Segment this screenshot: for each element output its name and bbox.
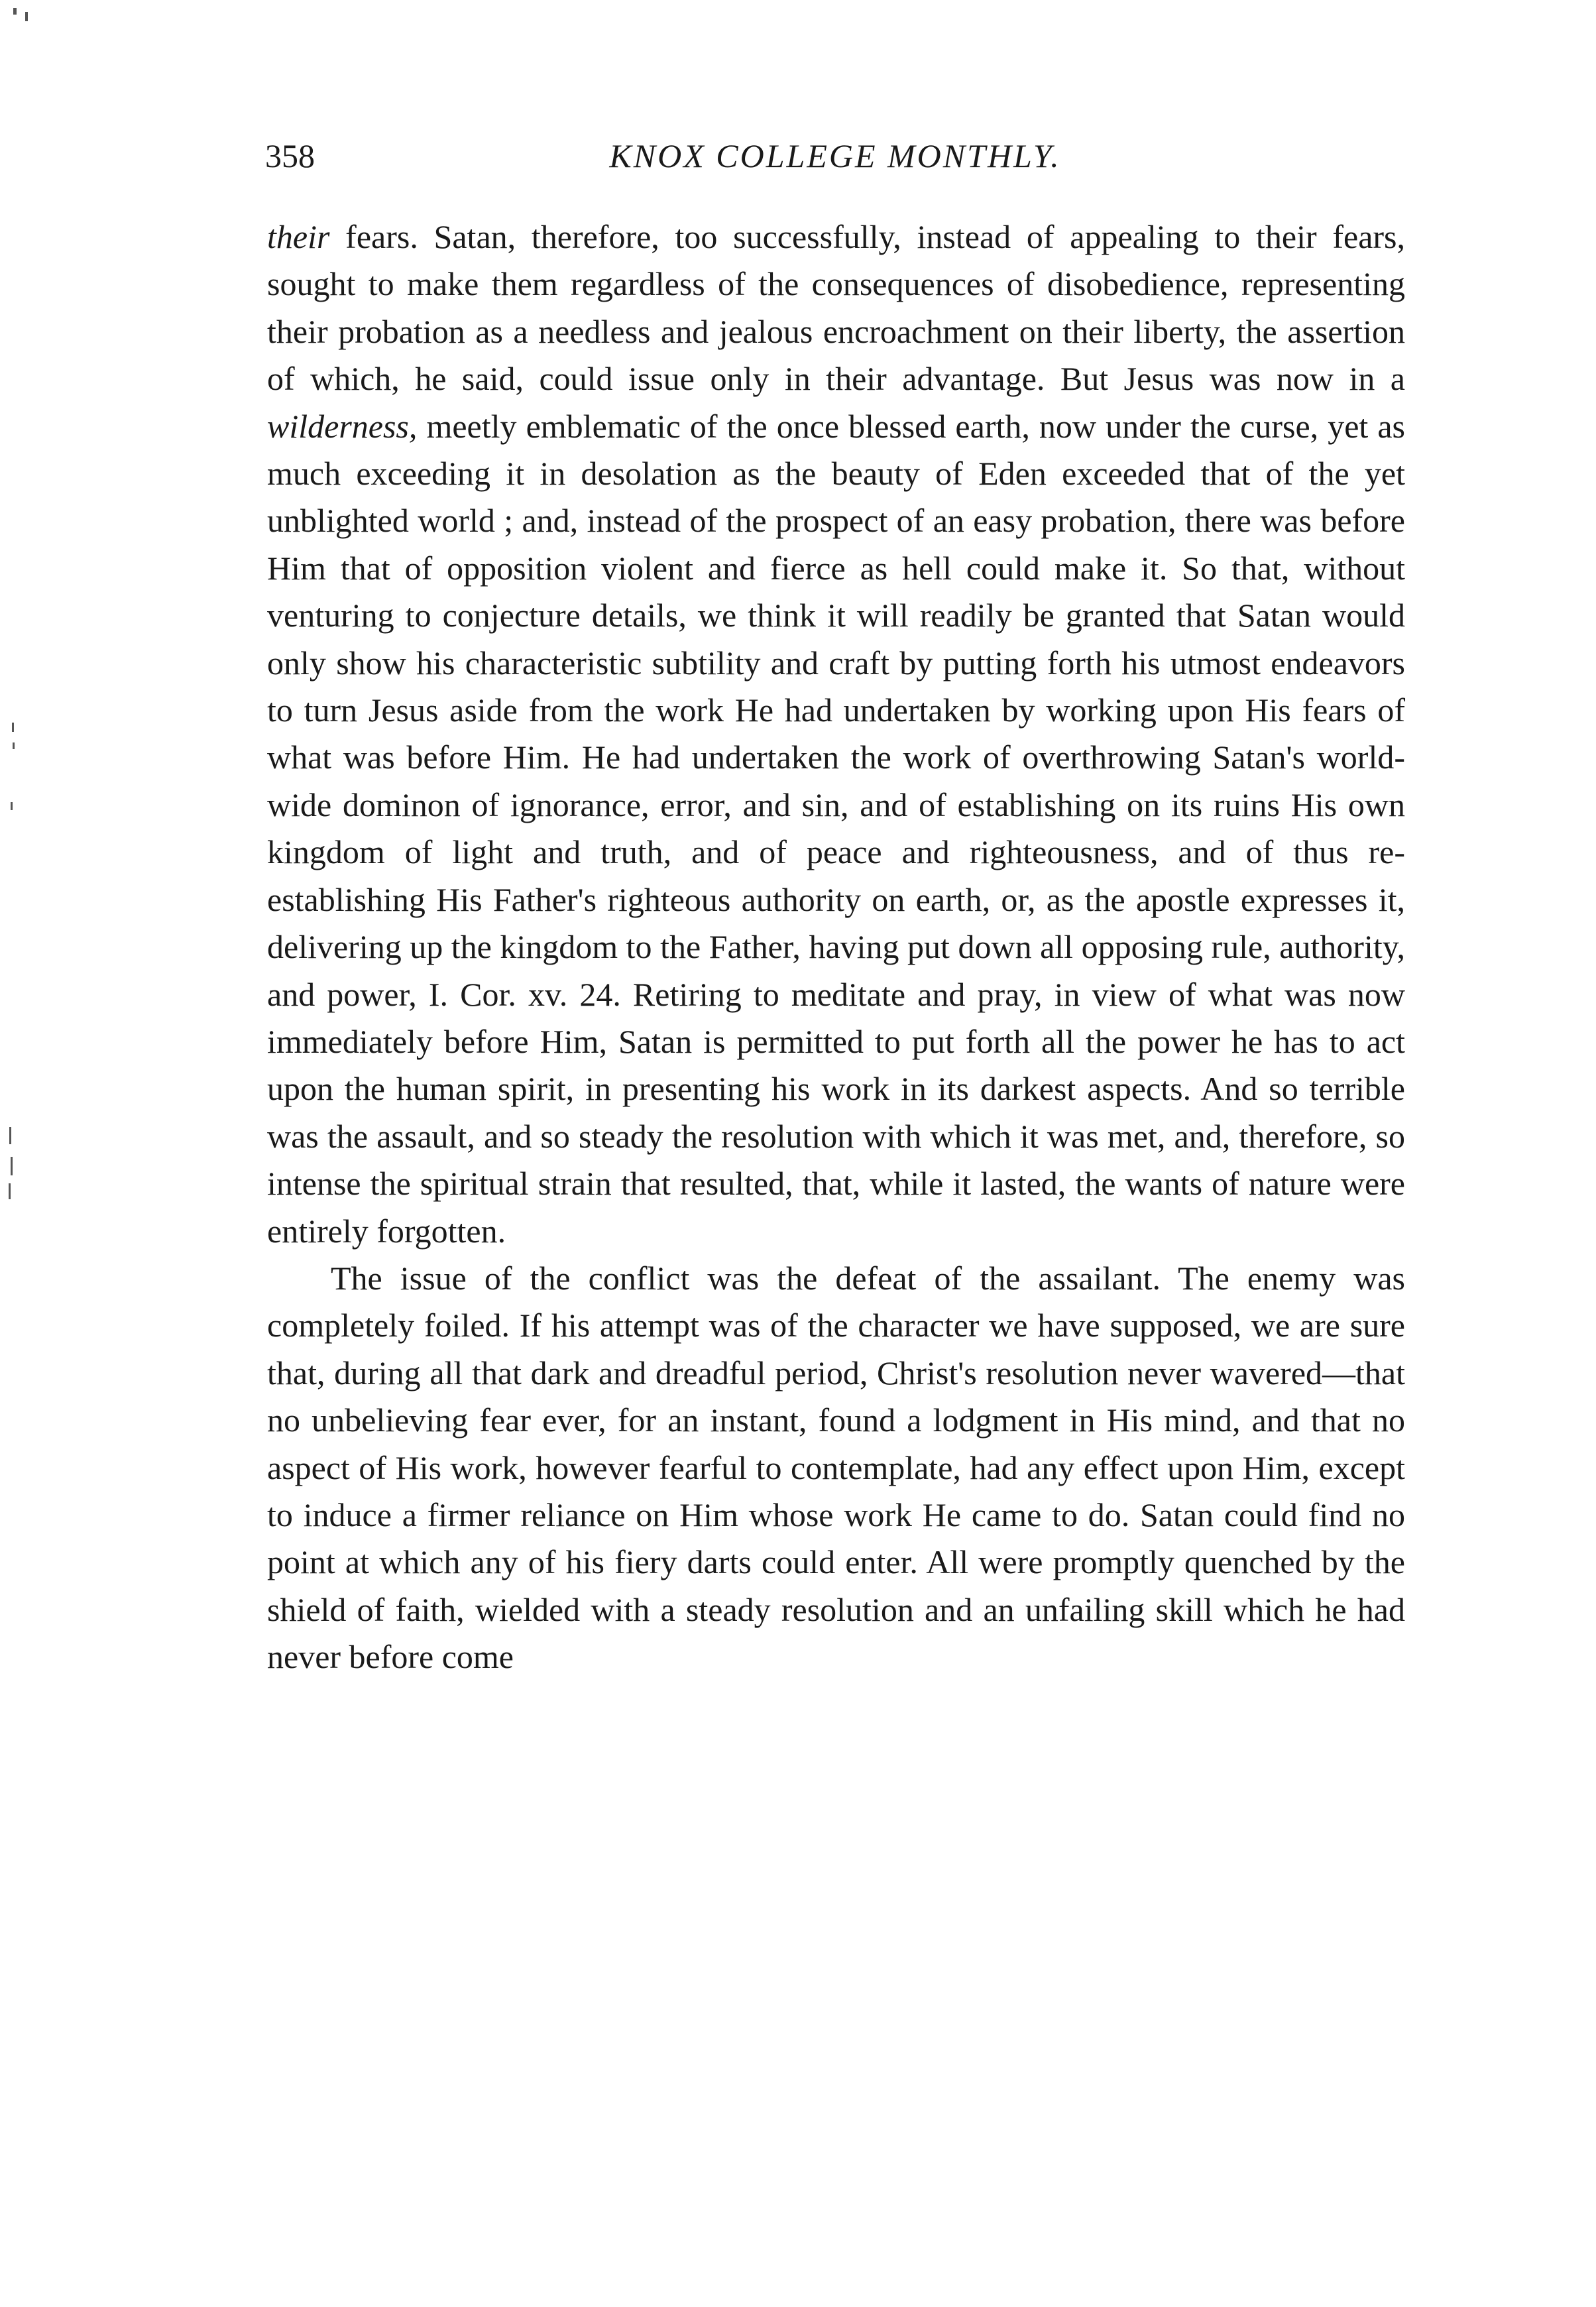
italic-word-wilderness: wilderness, [267, 407, 418, 445]
scan-artifact [11, 802, 13, 810]
paragraph-1-text-b: meetly emblematic of the once blessed earth, now under the curse, yet as much exceeding it in desolation as the beauty of Eden exceeded that of the yet unblighted world ; and, instead of the prospect of an easy probation, there was before Him that of opposition violent and fierce as hell could make it. So that, without venturing to conjecture details, we think it will readily be granted that Satan would only show his characteristic subtility and craft by putting forth his utmost endeavors to turn Jesus aside from the work He had undertaken by working upon His fears of what was before Him. He had undertaken the work of overthrowing Satan's world-wide dominon of ignorance, error, and sin, and of establishing on its ruins His own kingdom of light and truth, and of peace and righteousness, and of thus re-establishing His Father's righteous authority on earth, or, as the apostle expresses it, delivering up the kingdom to the Father, having put down all opposing rule, authority, and power, I. Cor. xv. 24. Retiring to meditate and pray, in view of what was now immediately before Him, Satan is permitted to put forth all the power he has to act upon the human spirit, in presenting his work in its darkest aspects. And so terrible was the assault, and so steady the resolution with which it was met, and, therefore, so intense the spiritual strain that resulted, that, while it lasted, the wants of nature were entirely forgotten. [267, 407, 1405, 1250]
scan-artifact [9, 1127, 11, 1144]
body-text [267, 213, 1405, 1681]
scan-artifact [11, 1157, 13, 1175]
scan-artifact [25, 12, 28, 21]
running-head: KNOX COLLEGE MONTHLY. [609, 137, 1061, 174]
scan-artifact [13, 742, 15, 749]
scan-artifact [13, 8, 17, 15]
paragraph-1 [267, 213, 1405, 1255]
paragraph-2: The issue of the conflict was the defeat of the assailant. The enemy was completely foiled. If his attempt was of the character we have supposed, we are sure that, during all that dark and dreadful period, Christ's resolution never wavered—that no unbelieving fear ever, for an instant, found a lodgment in His mind, and that no aspect of His work, however fearful to contemplate, had any effect upon Him, except to induce a firmer reliance on Him whose work He came to do. Satan could find no point at which any of his fiery darts could enter. All were promptly quenched by the shield of faith, wielded with a steady resolution and an unfailing skill which he had never before come [267, 1259, 1405, 1676]
italic-word-their: their [267, 218, 330, 255]
scan-artifact [9, 1183, 11, 1199]
scan-artifact [12, 723, 14, 732]
page-number: 358 [265, 137, 315, 174]
page-header [265, 133, 1405, 179]
paragraph-1-text-a: fears. Satan, therefore, too successfully, instead of appealing to their fears, sought to make them regardless of the consequences of disobedience, representing their probation as a needless and jealous encroachment on their liberty, the assertion of which, he said, could issue only in their advantage. But Jesus was now in a [267, 218, 1405, 398]
